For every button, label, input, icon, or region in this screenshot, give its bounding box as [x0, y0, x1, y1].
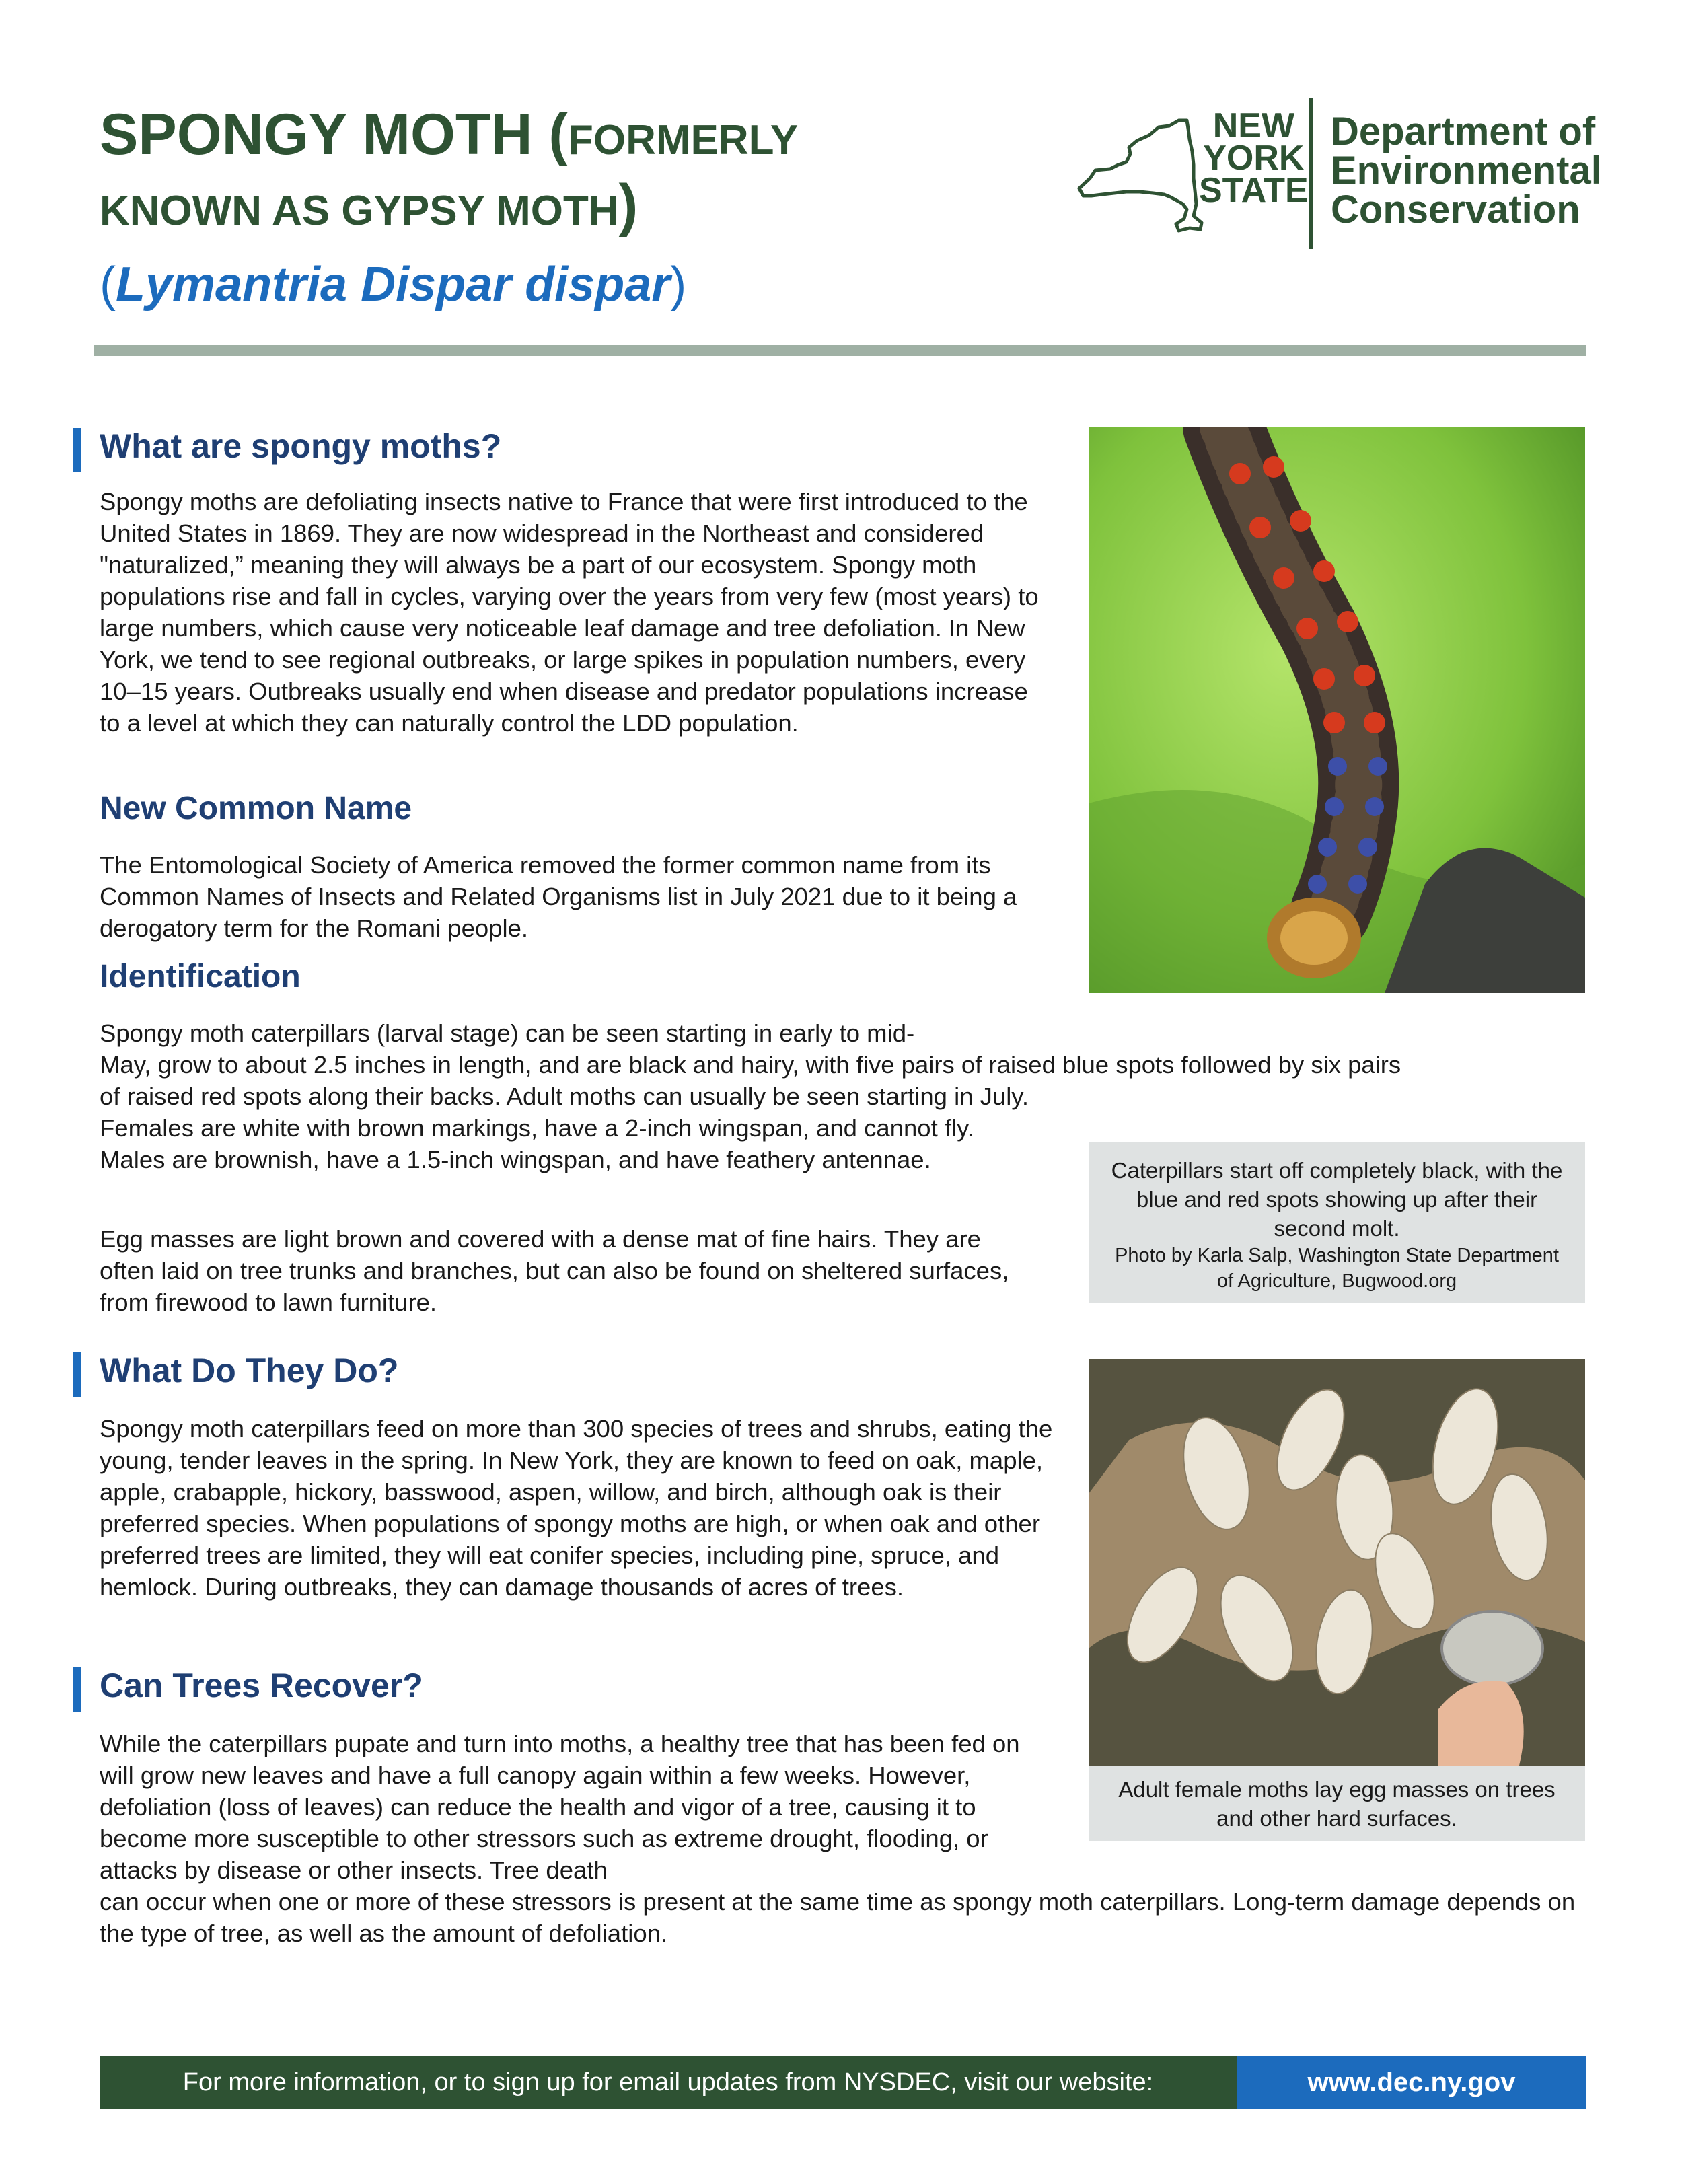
website-link[interactable]: www.dec.ny.gov	[1237, 2056, 1586, 2109]
caterpillar-caption	[1089, 1142, 1585, 1303]
section-marker	[73, 428, 81, 472]
paragraph-egg-masses: Egg masses are light brown and covered with a dense mat of fine hairs. They are often laid on tree trunks and branches, but can also be found on sheltered surfaces, from firewood to lawn furniture.	[100, 1225, 1009, 1316]
footer-info-bar: For more information, or to sign up for email updates from NYSDEC, visit our website:	[100, 2056, 1237, 2109]
logo-divider	[1309, 98, 1313, 249]
paragraph-identification-line2: May, grow to about 2.5 inches in length, and are black and hairy, with five pairs of raised blue spots followed by six pairs	[100, 1051, 1401, 1079]
caption-text: Caterpillars start off completely black, with the blue and red spots showing up after their second molt.	[1111, 1158, 1563, 1241]
paragraph-recover-wide: can occur when one or more of these stressors is present at the same time as spongy moth caterpillars. Long-term damage depends on the type of tree, as well as the amount of defoliation.	[100, 1888, 1576, 1947]
caterpillar-photo	[1089, 427, 1585, 993]
section-marker	[73, 1352, 81, 1397]
paragraph-what-are: Spongy moths are defoliating insects native to France that were first introduced to the United States in 1869. They are now widespread in the Northeast and considered "naturalized,” meaning they will always be a part of our ecosystem. Spongy moth populations rise and fall in cycles, varying over the years from very few (most years) to large numbers, which cause very noticeable leaf damage and tree defoliation. In New York, we tend to see regional outbreaks, or large spikes in population numbers, every 10–15 years. Outbreaks usually end when disease and predator populations increase to a level at which they can naturally control the LDD population.	[100, 488, 1039, 737]
heading-what-do-they-do: What Do They Do?	[100, 1352, 399, 1389]
heading-what-are-spongy-moths: What are spongy moths?	[100, 427, 502, 465]
section-marker	[73, 1667, 81, 1712]
page-title: SPONGY MOTH (FORMERLY KNOWN AS GYPSY MOTH)	[100, 102, 799, 238]
paragraph-recover: While the caterpillars pupate and turn into moths, a healthy tree that has been fed on will grow new leaves and have a full canopy again within a few weeks. However, defoliation (loss of leaves) can reduce the health and vigor of a tree, causing it to become more susceptible to other stressors such as extreme drought, flooding, or attacks by disease or other insects. Tree death	[100, 1730, 1020, 1884]
header-rule	[94, 345, 1586, 356]
moths-photo	[1089, 1359, 1585, 1766]
paragraph-identification-line1: Spongy moth caterpillars (larval stage) can be seen starting in early to mid-	[100, 1019, 915, 1047]
moths-caption	[1089, 1766, 1585, 1841]
department-name: Department of Environmental Conservation	[1331, 110, 1602, 231]
heading-new-common-name: New Common Name	[100, 791, 412, 826]
new-york-state-map-icon	[1070, 98, 1204, 239]
paragraph-new-common-name: The Entomological Society of America removed the former common name from its Common Names of Insects and Related Organisms list in July 2021 due to it being a derogatory term for the Romani people.	[100, 851, 1017, 942]
scientific-name: (Lymantria Dispar dispar)	[100, 258, 687, 312]
paragraph-identification-rest: of raised red spots along their backs. Adult moths can usually be seen starting in July. Females are white with brown markings, have a 2-inch wingspan, and cannot fly. Males are brownish, have a 1.5-inch wingspan, and have feathery antennae.	[100, 1083, 1029, 1173]
new-york-state-wordmark: NEW YORK STATE	[1199, 106, 1309, 210]
heading-identification: Identification	[100, 959, 301, 994]
caterpillar-illustration	[1089, 427, 1585, 993]
caption-text: Adult female moths lay egg masses on trees and other hard surfaces.	[1118, 1777, 1556, 1831]
heading-can-trees-recover: Can Trees Recover?	[100, 1667, 423, 1704]
nysdec-logo	[1070, 98, 1602, 259]
moths-illustration	[1089, 1359, 1585, 1766]
paragraph-what-do: Spongy moth caterpillars feed on more than 300 species of trees and shrubs, eating the young, tender leaves in the spring. In New York, they are known to feed on oak, maple, apple, crabapple, hickory, basswood, aspen, willow, and birch, although oak is their preferred species. When populations of spongy moths are high, or when oak and other preferred trees are limited, they will eat conifer species, including pine, spruce, and hemlock. During outbreaks, they can damage thousands of acres of trees.	[100, 1415, 1053, 1601]
photo-credit: Photo by Karla Salp, Washington State Department of Agriculture, Bugwood.org	[1115, 1245, 1559, 1292]
